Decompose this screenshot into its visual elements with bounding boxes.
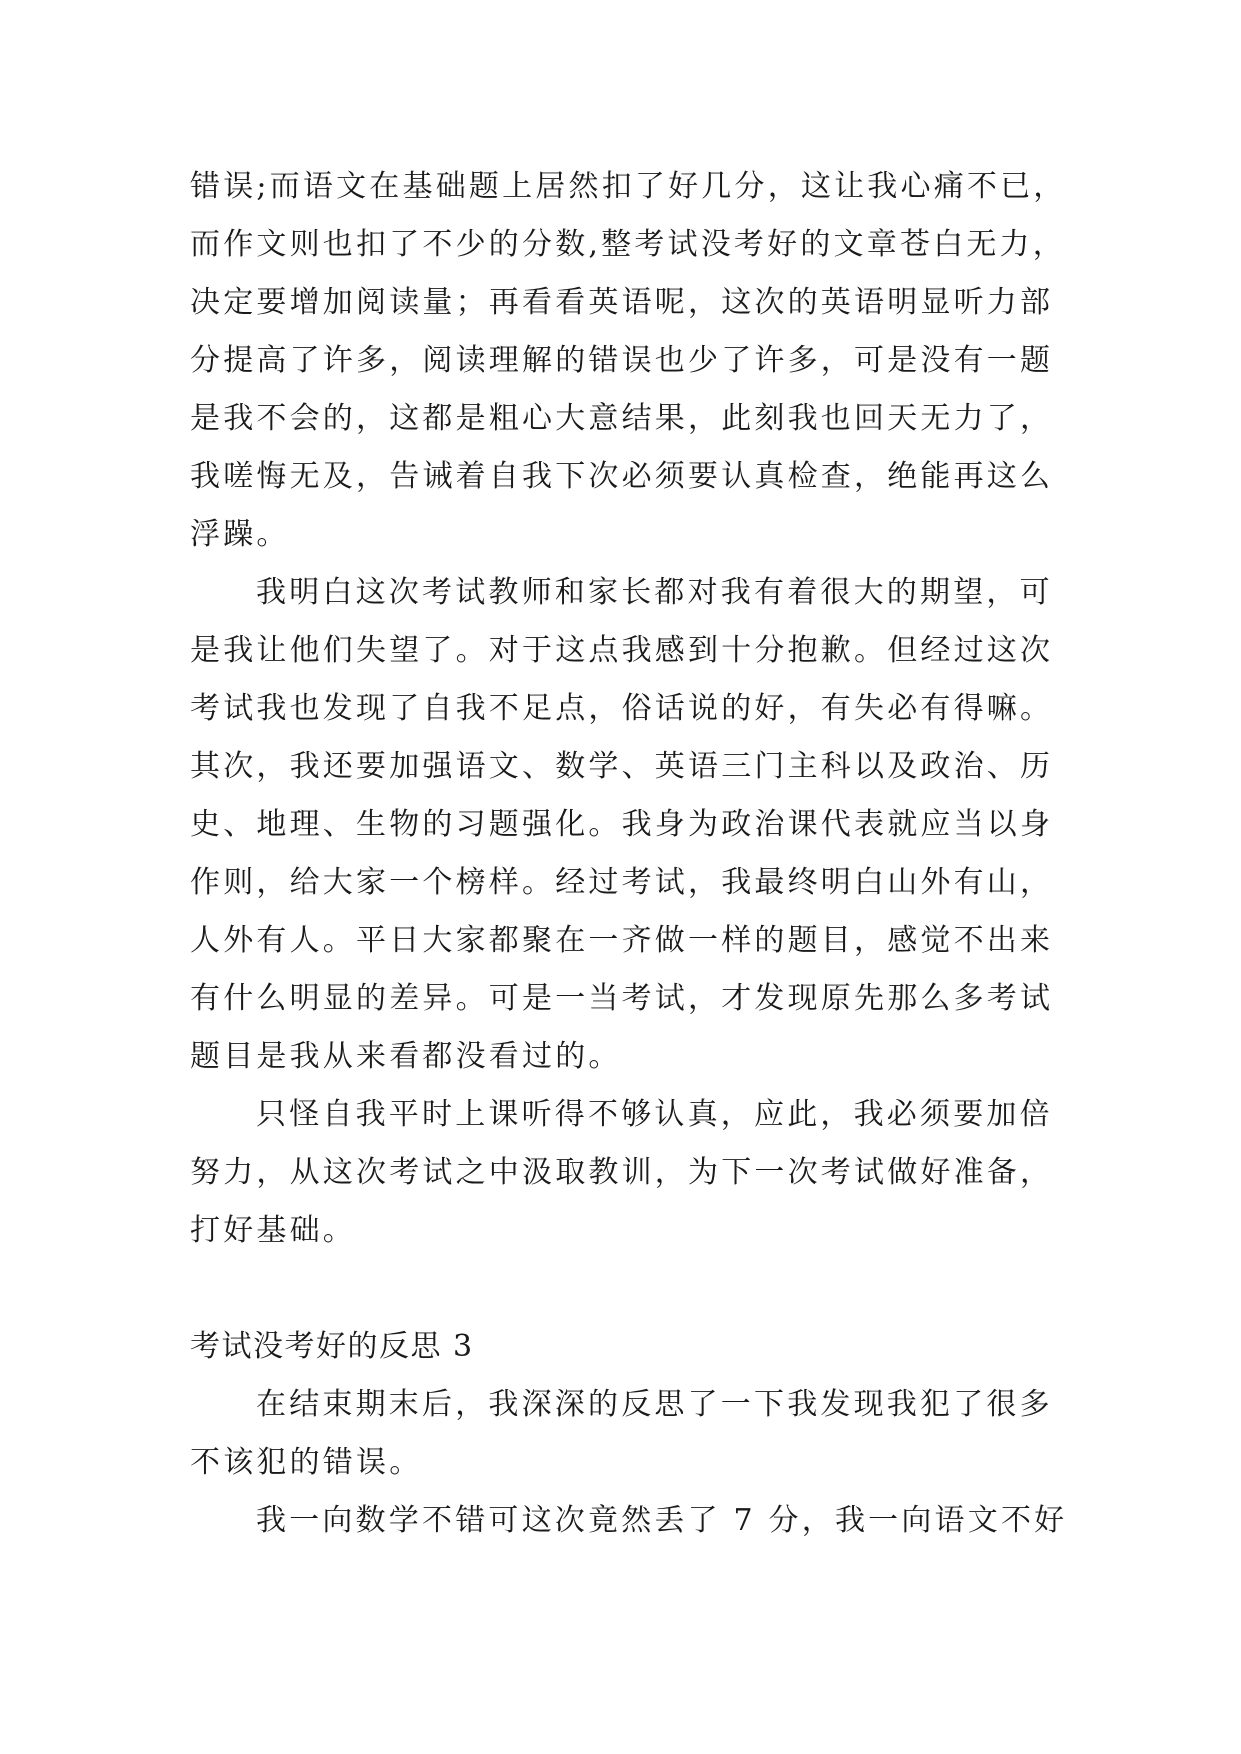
paragraph — [190, 1376, 1090, 1492]
blank-line — [190, 1260, 1090, 1318]
text-line: 打好基础。 — [190, 1213, 356, 1248]
text-line: 史、地理、生物的习题强化。我身为政治课代表就应当以身 — [190, 807, 1054, 842]
text-line: 浮躁。 — [190, 517, 290, 552]
text-line: 我一向数学不错可这次竟然丢了 7 分，我一向语文不好 — [256, 1503, 1068, 1538]
text-line: 其次，我还要加强语文、数学、英语三门主科以及政治、历 — [190, 749, 1054, 784]
text-line: 有什么明显的差异。可是一当考试，才发现原先那么多考试 — [190, 981, 1054, 1016]
text-line: 努力，从这次考试之中汲取教训，为下一次考试做好准备， — [190, 1155, 1054, 1190]
text-line: 我嗟悔无及，告诫着自我下次必须要认真检查，绝能再这么 — [190, 459, 1054, 494]
text-line: 作则，给大家一个榜样。经过考试，我最终明白山外有山， — [190, 865, 1054, 900]
text-line: 是我让他们失望了。对于这点我感到十分抱歉。但经过这次 — [190, 633, 1054, 668]
text-line: 我明白这次考试教师和家长都对我有着很大的期望，可 — [256, 575, 1053, 610]
text-line: 错误;而语文在基础题上居然扣了好几分，这让我心痛不已， — [190, 169, 1067, 204]
text-line: 在结束期末后，我深深的反思了一下我发现我犯了很多 — [256, 1387, 1053, 1422]
text-line: 分提高了许多，阅读理解的错误也少了许多，可是没有一题 — [190, 343, 1054, 378]
text-line: 是我不会的，这都是粗心大意结果，此刻我也回天无力了， — [190, 401, 1054, 436]
text-line: 考试我也发现了自我不足点，俗话说的好，有失必有得嘛。 — [190, 691, 1054, 726]
text-line: 不该犯的错误。 — [190, 1445, 423, 1480]
paragraph — [190, 564, 1090, 1086]
text-line: 而作文则也扣了不少的分数,整考试没考好的文章苍白无力， — [190, 227, 1066, 262]
paragraph — [190, 1086, 1090, 1260]
text-line: 只怪自我平时上课听得不够认真，应此，我必须要加倍 — [256, 1097, 1053, 1132]
section-title: 考试没考好的反思 3 — [190, 1329, 474, 1364]
text-line: 决定要增加阅读量；再看看英语呢，这次的英语明显听力部 — [190, 285, 1054, 320]
paragraph — [190, 1492, 1090, 1550]
text-line: 人外有人。平日大家都聚在一齐做一样的题目，感觉不出来 — [190, 923, 1054, 958]
text-line: 题目是我从来看都没看过的。 — [190, 1039, 622, 1074]
paragraph — [190, 158, 1090, 564]
document-body — [190, 158, 1090, 1550]
